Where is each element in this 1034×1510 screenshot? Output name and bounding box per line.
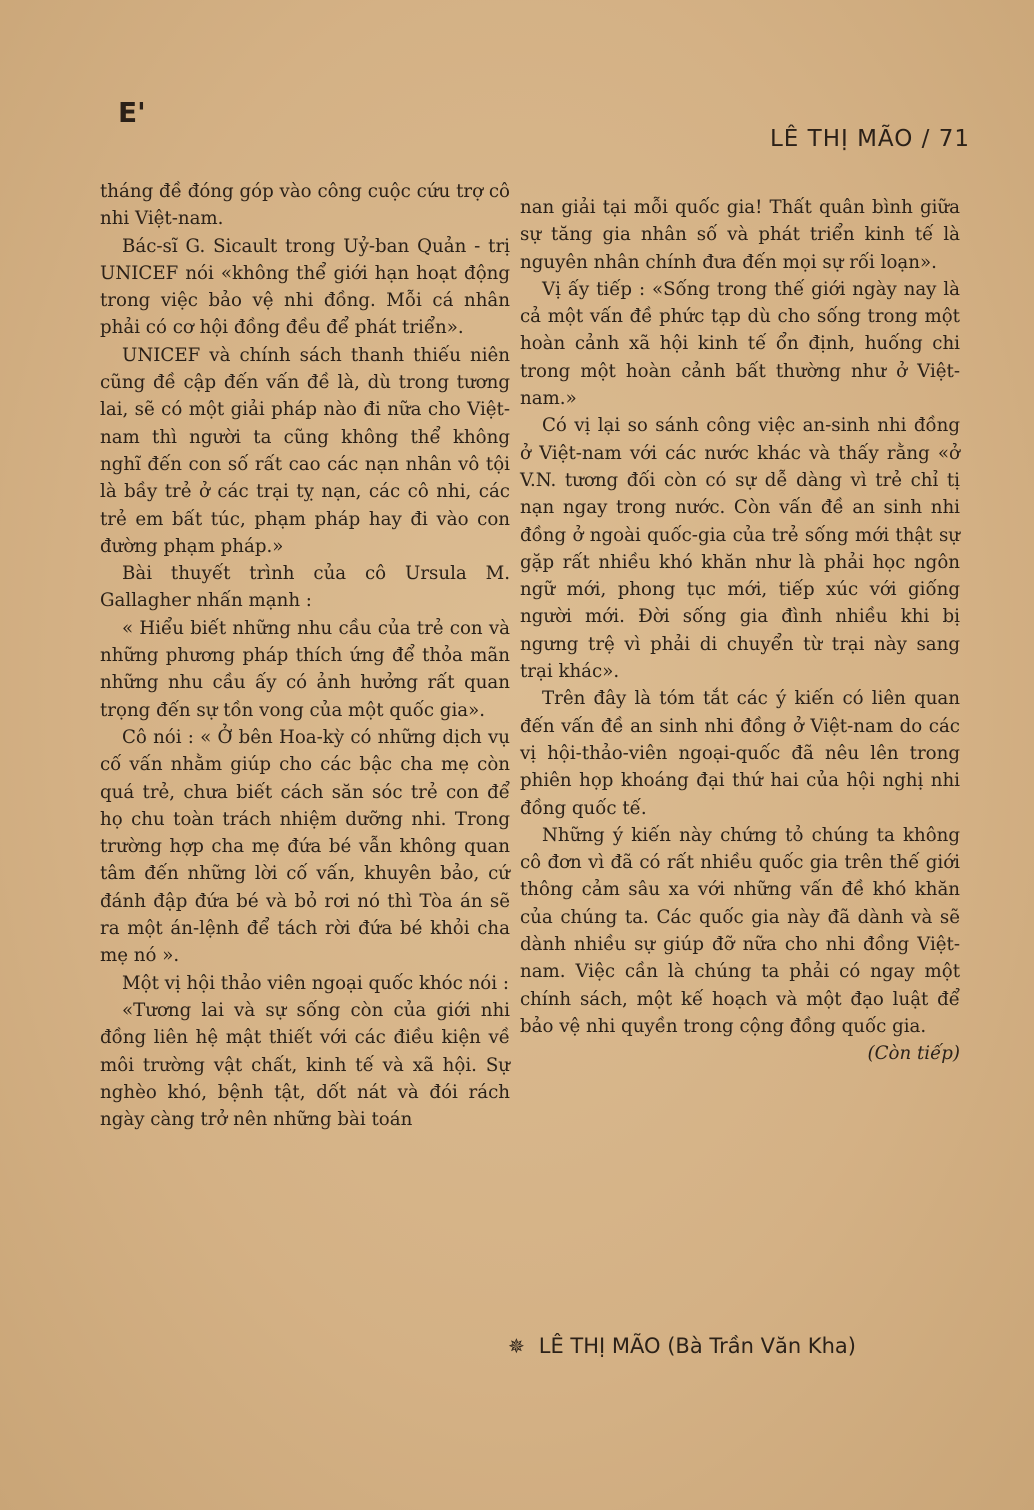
right-column bbox=[520, 194, 960, 1068]
page-mark: E' bbox=[118, 96, 146, 129]
paragraph: «Tương lai và sự sống còn của giới nhi đồng liên hệ mật thiết với các điều kiện về môi trường vật chất, kinh tế và xã hội. Sự nghèo khó, bệnh tật, dốt nát và đói rách ngày càng trở nên những bài toán bbox=[100, 999, 510, 1131]
signature-text: LÊ THỊ MÃO (Bà Trần Văn Kha) bbox=[538, 1334, 856, 1358]
author-signature bbox=[508, 1334, 856, 1358]
left-column bbox=[100, 178, 510, 1133]
paragraph: Bác-sĩ G. Sicault trong Uỷ-ban Quản - trị UNICEF nói «không thể giới hạn hoạt động trong việc bảo vệ nhi đồng. Mỗi cá nhân phải có cơ hội đồng đều để phát triển». bbox=[100, 235, 510, 339]
paragraph: nan giải tại mỗi quốc gia! Thất quân bình giữa sự tăng gia nhân số và phát triển kinh tế là nguyên nhân chính đưa đến mọi sự rối loạn». bbox=[520, 197, 960, 273]
paragraph: Một vị hội thảo viên ngoại quốc khóc nói : bbox=[122, 972, 509, 994]
paragraph: Có vị lại so sánh công việc an-sinh nhi đồng ở Việt-nam với các nước khác và thấy rằng «ở V.N. tương đối còn có sự dễ dàng vì trẻ chỉ tị nạn ngay trong nước. Còn vấn đề an sinh nhi đồng ở ngoài quốc-gia của trẻ sống mới thật sự gặp rất nhiều khó khăn như là phải học ngôn ngữ mới, phong tục mới, tiếp xúc với giống người mới. Đời sống gia đình nhiều khi bị ngưng trệ vì phải di chuyển từ trại này sang trại khác». bbox=[520, 415, 960, 683]
paragraph: « Hiểu biết những nhu cầu của trẻ con và những phương pháp thích ứng để thỏa mãn những nhu cầu ấy có ảnh hưởng rất quan trọng đến sự tồn vong của một quốc gia». bbox=[100, 617, 510, 721]
paragraph: Những ý kiến này chứng tỏ chúng ta không cô đơn vì đã có rất nhiều quốc gia trên thế giới thông cảm sâu xa với những vấn đề khó khăn của chúng ta. Các quốc gia này đã dành và sẽ dành nhiều sự giúp đỡ nữa cho nhi đồng Việt-nam. Việc cần là chúng ta phải có ngay một chính sách, một kế hoạch và một đạo luật để bảo vệ nhi quyền trong cộng đồng quốc gia. bbox=[520, 824, 960, 1037]
continued-label: (Còn tiếp) bbox=[867, 1043, 960, 1065]
star-icon: ✵ bbox=[508, 1334, 525, 1358]
running-head: LÊ THỊ MÃO / 71 bbox=[769, 126, 970, 152]
paragraph: UNICEF và chính sách thanh thiếu niên cũng đề cập đến vấn đề là, dù trong tương lai, sẽ có một giải pháp nào đi nữa cho Việt-nam thì người ta cũng không thể không nghĩ đến con số rất cao các nạn nhân vô tội là bầy trẻ ở các trại tỵ nạn, các cô nhi, các trẻ em bất túc, phạm pháp hay đi vào con đường phạm pháp.» bbox=[100, 344, 510, 557]
paragraph: Trên đây là tóm tắt các ý kiến có liên quan đến vấn đề an sinh nhi đồng ở Việt-nam do các vị hội-thảo-viên ngoại-quốc đã nêu lên trong phiên họp khoáng đại thứ hai của hội nghị nhi đồng quốc tế. bbox=[520, 688, 960, 819]
paragraph: Vị ấy tiếp : «Sống trong thế giới ngày nay là cả một vấn đề phức tạp dù cho sống trong một hoàn cảnh xã hội kinh tế ổn định, huống chi trong một hoàn cảnh bất thường như ở Việt-nam.» bbox=[520, 278, 960, 410]
paragraph: Cô nói : « Ở bên Hoa-kỳ có những dịch vụ cố vấn nhằm giúp cho các bậc cha mẹ còn quá trẻ, chưa biết cách săn sóc trẻ con để họ chu toàn trách nhiệm dưỡng nhi. Trong trường hợp cha mẹ đứa bé vẫn không quan tâm đến những lời cố vấn, khuyên bảo, cứ đánh đập đứa bé và bỏ rơi nó thì Tòa án sẽ ra một án-lệnh để tách rời đứa bé khỏi cha mẹ nó ». bbox=[100, 726, 510, 967]
paragraph: tháng đề đóng góp vào công cuộc cứu trợ cô nhi Việt-nam. bbox=[100, 181, 510, 230]
paragraph: Bài thuyết trình của cô Ursula M. Gallagher nhấn mạnh : bbox=[100, 563, 510, 612]
